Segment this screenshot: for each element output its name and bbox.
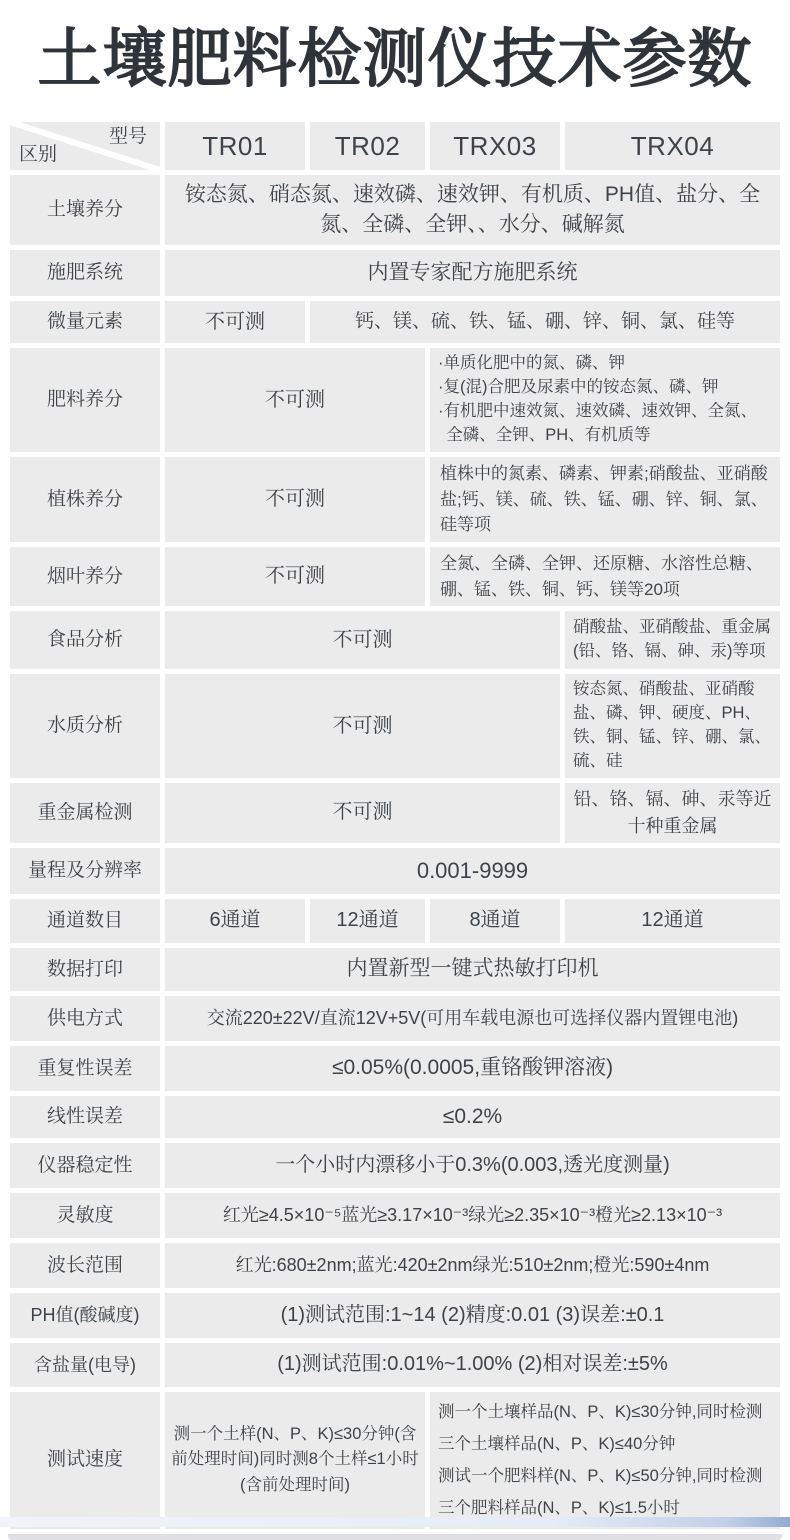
water-quality-trx04: 铵态氮、硝酸盐、亚硝酸盐、磷、钾、硬度、PH、铁、铜、锰、锌、硼、氯、硫、硅 [565, 674, 780, 778]
footer-blue-strip [0, 1517, 790, 1527]
spec-table [5, 117, 785, 1533]
fertilizer-nutrients-trx [430, 348, 780, 452]
fertilizer-bullet-2: ·复(混)合肥及尿素中的铵态氮、磷、钾 [438, 378, 719, 397]
row-label-heavy-metals: 重金属检测 [10, 783, 160, 843]
salinity-value: (1)测试范围:0.01%~1.00% (2)相对误差:±5% [165, 1343, 780, 1387]
row-fertilizer-nutrients [10, 348, 780, 452]
row-label-linearity-error: 线性误差 [10, 1096, 160, 1138]
corner-label-category: 区别 [19, 143, 58, 165]
channel-count-trx04: 12通道 [565, 899, 780, 943]
plant-nutrients-trx: 植株中的氮素、磷素、钾素;硝酸盐、亚硝酸盐;钙、镁、硫、铁、锰、硼、锌、铜、氯、硅等项 [430, 457, 780, 542]
page-title: 土壤肥料检测仪技术参数 [37, 23, 753, 95]
test-speed-trx-line-2: 测试一个肥料样(N、P、K)≤50分钟,同时检测三个肥料样品(N、P、K)≤1.5小时 [438, 1467, 763, 1518]
food-analysis-trx04: 硝酸盐、亚硝酸盐、重金属(铅、铬、镉、砷、汞)等项 [565, 611, 780, 669]
row-label-salinity: 含盐量(电导) [10, 1343, 160, 1387]
water-quality-not-measurable: 不可测 [165, 674, 560, 778]
model-header-trx03: TRX03 [430, 122, 560, 170]
model-header-trx04: TRX04 [565, 122, 780, 170]
trace-elements-others: 钙、镁、硫、铁、锰、硼、锌、铜、氯、硅等 [310, 301, 780, 343]
row-fertilization-system [10, 250, 780, 296]
row-label-soil-nutrients: 土壤养分 [10, 175, 160, 245]
channel-count-tr02: 12通道 [310, 899, 425, 943]
row-label-tobacco-nutrients: 烟叶养分 [10, 547, 160, 606]
test-speed-trx-line-1: 测一个土壤样品(N、P、K)≤30分钟,同时检测三个土壤样品(N、P、K)≤40分钟 [438, 1402, 763, 1454]
row-label-channel-count: 通道数目 [10, 899, 160, 943]
trace-elements-tr01: 不可测 [165, 301, 305, 343]
row-wavelength-range [10, 1243, 780, 1288]
row-repeatability-error [10, 1046, 780, 1091]
row-trace-elements [10, 301, 780, 343]
row-label-data-printing: 数据打印 [10, 948, 160, 991]
row-data-printing [10, 948, 780, 991]
row-label-power-supply: 供电方式 [10, 996, 160, 1041]
row-label-fertilizer-nutrients: 肥料养分 [10, 348, 160, 452]
row-label-range-resolution: 量程及分辨率 [10, 848, 160, 894]
row-power-supply [10, 996, 780, 1041]
row-soil-nutrients [10, 175, 780, 245]
soil-nutrients-value: 铵态氮、硝态氮、速效磷、速效钾、有机质、PH值、盐分、全氮、全磷、全钾、、水分、碱解氮 [165, 175, 780, 245]
row-heavy-metals [10, 783, 780, 843]
power-supply-value: 交流220±22V/直流12V+5V(可用车载电源也可选择仪器内置锂电池) [165, 996, 780, 1041]
plant-nutrients-tr01-tr02: 不可测 [165, 457, 425, 542]
sensitivity-value: 红光≥4.5×10⁻⁵蓝光≥3.17×10⁻³绿光≥2.35×10⁻³橙光≥2.13×10⁻³ [165, 1193, 780, 1238]
row-label-food-analysis: 食品分析 [10, 611, 160, 669]
row-sensitivity [10, 1193, 780, 1238]
row-label-wavelength-range: 波长范围 [10, 1243, 160, 1288]
row-label-instrument-stability: 仪器稳定性 [10, 1143, 160, 1188]
row-channel-count [10, 899, 780, 943]
model-header-tr02: TR02 [310, 122, 425, 170]
row-food-analysis [10, 611, 780, 669]
fertilizer-nutrients-tr01-tr02: 不可测 [165, 348, 425, 452]
tobacco-nutrients-trx: 全氮、全磷、全钾、还原糖、水溶性总糖、硼、锰、铁、铜、钙、镁等20项 [430, 547, 780, 606]
table-bottom-shadow [8, 1534, 782, 1540]
row-plant-nutrients [10, 457, 780, 542]
range-resolution-value: 0.001-9999 [165, 848, 780, 894]
tobacco-nutrients-tr01-tr02: 不可测 [165, 547, 425, 606]
row-label-plant-nutrients: 植株养分 [10, 457, 160, 542]
heavy-metals-not-measurable: 不可测 [165, 783, 560, 843]
fertilizer-bullet-3: ·有机肥中速效氮、速效磷、速效钾、全氮、全磷、全钾、PH、有机质等 [438, 402, 757, 445]
row-label-trace-elements: 微量元素 [10, 301, 160, 343]
row-tobacco-nutrients [10, 547, 780, 606]
corner-label-model: 型号 [108, 126, 147, 148]
row-label-fertilization-system: 施肥系统 [10, 250, 160, 296]
food-analysis-not-measurable: 不可测 [165, 611, 560, 669]
fertilizer-bullet-1: ·单质化肥中的氮、磷、钾 [438, 354, 625, 373]
ph-value-value: (1)测试范围:1~14 (2)精度:0.01 (3)误差:±0.1 [165, 1293, 780, 1338]
wavelength-range-value: 红光:680±2nm;蓝光:420±2nm绿光:510±2nm;橙光:590±4nm [165, 1243, 780, 1288]
data-printing-value: 内置新型一键式热敏打印机 [165, 948, 780, 991]
header-corner-cell [10, 122, 160, 170]
row-linearity-error [10, 1096, 780, 1138]
test-speed-tr01-tr02: 测一个土样(N、P、K)≤30分钟(含前处理时间)同时测8个土样≤1小时(含前处理时间) [165, 1392, 425, 1529]
channel-count-trx03: 8通道 [430, 899, 560, 943]
channel-count-tr01: 6通道 [165, 899, 305, 943]
row-label-ph-value: PH值(酸碱度) [10, 1293, 160, 1338]
row-test-speed [10, 1392, 780, 1529]
repeatability-error-value: ≤0.05%(0.0005,重铬酸钾溶液) [165, 1046, 780, 1091]
row-label-sensitivity: 灵敏度 [10, 1193, 160, 1238]
model-header-tr01: TR01 [165, 122, 305, 170]
row-water-quality [10, 674, 780, 778]
fertilization-system-value: 内置专家配方施肥系统 [165, 250, 780, 296]
row-label-water-quality: 水质分析 [10, 674, 160, 778]
row-instrument-stability [10, 1143, 780, 1188]
heavy-metals-trx04: 铅、铬、镉、砷、汞等近十种重金属 [565, 783, 780, 843]
row-ph-value [10, 1293, 780, 1338]
row-label-test-speed: 测试速度 [10, 1392, 160, 1529]
row-salinity [10, 1343, 780, 1387]
linearity-error-value: ≤0.2% [165, 1096, 780, 1138]
row-range-resolution [10, 848, 780, 894]
instrument-stability-value: 一个小时内漂移小于0.3%(0.003,透光度测量) [165, 1143, 780, 1188]
test-speed-trx [430, 1392, 780, 1529]
row-label-repeatability-error: 重复性误差 [10, 1046, 160, 1091]
